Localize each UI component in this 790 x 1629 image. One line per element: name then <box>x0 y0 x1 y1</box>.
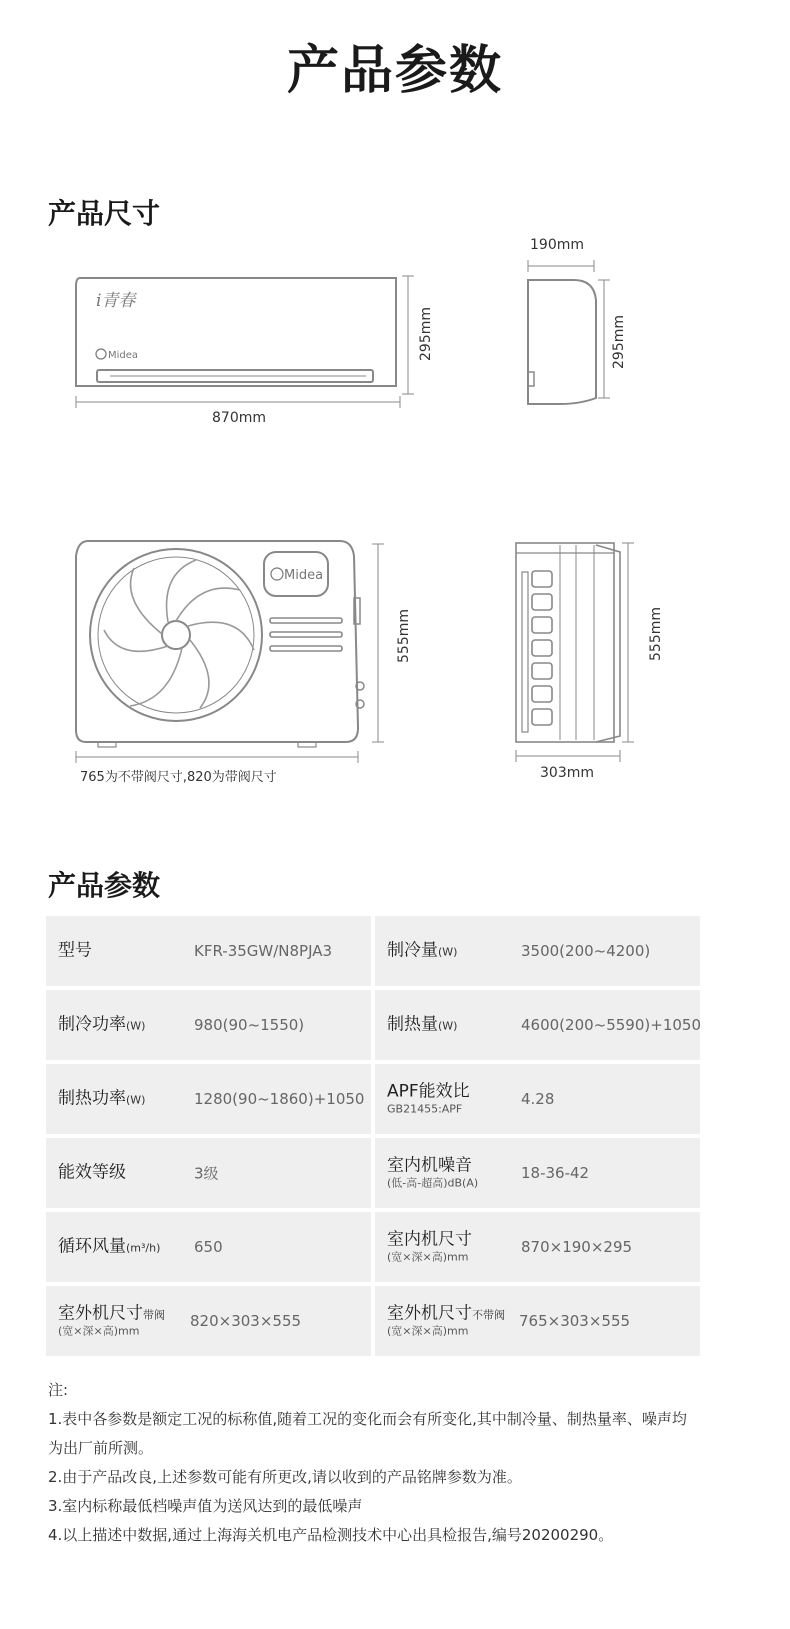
spec-value: KFR-35GW/N8PJA3 <box>194 942 333 960</box>
notes-heading: 注: <box>48 1381 69 1399</box>
spec-label: 室外机尺寸 <box>387 1303 472 1324</box>
spec-label: 室内机尺寸 <box>387 1229 472 1250</box>
spec-value: 765×303×555 <box>519 1312 631 1330</box>
spec-unit: (m³/h) <box>126 1241 161 1255</box>
spec-cell-heating-capacity <box>375 990 700 1060</box>
spec-label: 能效等级 <box>58 1162 126 1183</box>
note-line: 4.以上描述中数据,通过上海海关机电产品检测技术中心出具检报告,编号20200290。 <box>48 1526 614 1544</box>
spec-label: 循环风量 <box>58 1236 126 1257</box>
spec-cell-cooling-capacity <box>375 916 700 986</box>
spec-row <box>46 916 700 986</box>
spec-label: 制冷功率 <box>58 1014 126 1035</box>
outdoor-side-height-dimension <box>622 543 634 742</box>
spec-label: 型号 <box>58 940 92 961</box>
note-line: 1.表中各参数是额定工况的标称值,随着工况的变化而会有所变化,其中制冷量、制热量率、噪声均 <box>48 1410 687 1428</box>
spec-sub-label: (宽×深×高)mm <box>58 1324 140 1338</box>
spec-unit: (W) <box>126 1019 146 1033</box>
spec-sub-label: (宽×深×高)mm <box>387 1324 469 1338</box>
indoor-logo-text: Midea <box>108 350 139 361</box>
outdoor-side-height-label: 555mm <box>648 607 664 661</box>
outdoor-unit-side <box>516 543 620 742</box>
outdoor-depth-dimension <box>516 750 620 762</box>
spec-cell-outdoor-size-valve <box>46 1286 371 1356</box>
indoor-side-height-dimension <box>598 280 610 398</box>
spec-sub-label: (低-高-超高)dB(A) <box>387 1176 479 1190</box>
spec-value: 3500(200~4200) <box>521 942 651 960</box>
outdoor-width-dimension <box>76 751 358 763</box>
spec-cell-model <box>46 916 371 986</box>
size-section-title: 产品尺寸 <box>48 197 161 230</box>
spec-unit: 不带阀 <box>472 1308 505 1322</box>
spec-cell-heating-power <box>46 1064 371 1134</box>
outdoor-unit-front <box>76 541 364 747</box>
spec-value: 650 <box>194 1238 223 1256</box>
spec-sub-label: (宽×深×高)mm <box>387 1250 469 1264</box>
outdoor-midea-logo-icon <box>271 568 283 580</box>
spec-cell-indoor-size <box>375 1212 700 1282</box>
spec-row <box>46 1286 700 1356</box>
spec-unit: (W) <box>438 1019 458 1033</box>
spec-row <box>46 990 700 1060</box>
indoor-unit-side <box>528 280 596 404</box>
outdoor-height-label: 555mm <box>396 609 412 663</box>
spec-value: 3级 <box>194 1164 219 1183</box>
outdoor-height-dimension <box>372 544 384 742</box>
spec-label: 室外机尺寸 <box>58 1303 143 1324</box>
spec-label: 制冷量 <box>387 940 438 961</box>
outdoor-logo-text: Midea <box>284 568 324 583</box>
indoor-depth-dimension <box>528 260 594 272</box>
spec-label: 制热功率 <box>58 1088 126 1109</box>
spec-unit: (W) <box>438 945 458 959</box>
spec-sub-label: GB21455:APF <box>387 1102 463 1116</box>
indoor-side-height-label: 295mm <box>611 315 627 369</box>
midea-logo-icon <box>96 349 106 359</box>
spec-value: 4.28 <box>521 1090 555 1108</box>
indoor-unit-front <box>76 278 396 386</box>
spec-cell-cooling-power <box>46 990 371 1060</box>
indoor-width-label: 870mm <box>212 410 266 426</box>
page-title: 产品参数 <box>286 41 503 101</box>
spec-cell-efficiency-grade <box>46 1138 371 1208</box>
spec-label: 制热量 <box>387 1014 438 1035</box>
spec-cell-apf <box>375 1064 700 1134</box>
indoor-height-dimension <box>402 276 414 394</box>
note-line: 2.由于产品改良,上述参数可能有所更改,请以收到的产品铭牌参数为准。 <box>48 1468 522 1486</box>
spec-label: 室内机噪音 <box>387 1155 472 1176</box>
indoor-brand-text: i青春 <box>96 291 136 311</box>
indoor-width-dimension <box>76 396 400 408</box>
indoor-height-label: 295mm <box>418 307 434 361</box>
spec-unit: 带阀 <box>143 1308 165 1322</box>
outdoor-depth-label: 303mm <box>540 765 594 781</box>
spec-value: 1280(90~1860)+1050 <box>194 1090 365 1108</box>
spec-cell-airflow <box>46 1212 371 1282</box>
spec-cell-outdoor-size-no-valve <box>375 1286 700 1356</box>
spec-value: 4600(200~5590)+1050 <box>521 1016 701 1034</box>
spec-value: 18-36-42 <box>521 1164 590 1182</box>
spec-unit: (W) <box>126 1093 146 1107</box>
notes <box>48 1376 748 1550</box>
outdoor-width-note: 765为不带阀尺寸,820为带阀尺寸 <box>80 770 277 785</box>
spec-row <box>46 1212 700 1282</box>
spec-row <box>46 1064 700 1134</box>
spec-table <box>46 916 700 1360</box>
spec-row <box>46 1138 700 1208</box>
note-line: 3.室内标称最低档噪声值为送风达到的最低噪声 <box>48 1497 363 1515</box>
spec-value: 820×303×555 <box>190 1312 302 1330</box>
spec-label: APF能效比 <box>387 1081 470 1102</box>
indoor-depth-label: 190mm <box>530 237 584 253</box>
spec-value: 980(90~1550) <box>194 1016 305 1034</box>
params-section-title: 产品参数 <box>48 869 161 902</box>
note-line: 为出厂前所测。 <box>48 1439 154 1457</box>
spec-cell-indoor-noise <box>375 1138 700 1208</box>
spec-value: 870×190×295 <box>521 1238 633 1256</box>
